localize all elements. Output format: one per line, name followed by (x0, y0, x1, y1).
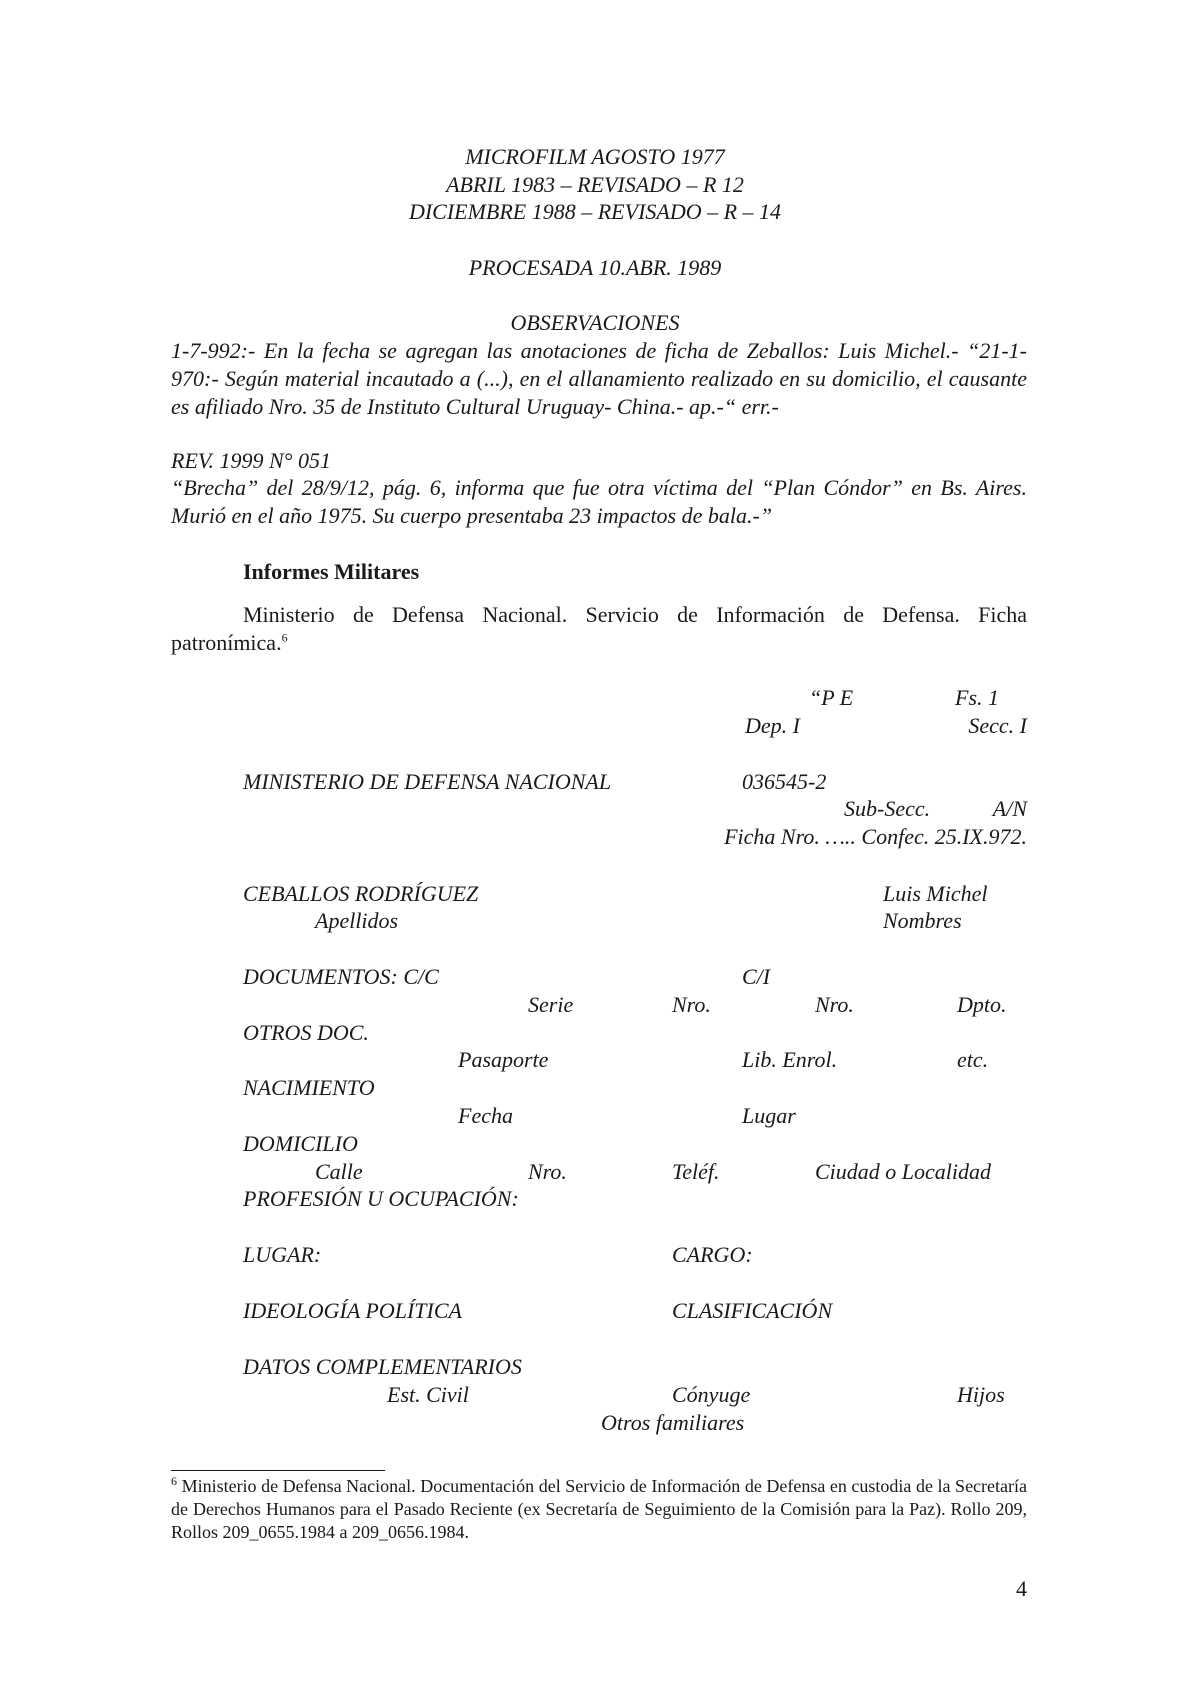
ficha-est-civil: Est. Civil (387, 1382, 469, 1407)
ficha-pe: “P E (809, 685, 854, 710)
header-diciembre: DICIEMBRE 1988 – REVISADO – R – 14 (408, 199, 782, 224)
ficha-nombres-valor: Luis Michel (883, 881, 988, 906)
ficha-etc: etc. (957, 1047, 989, 1072)
ficha-dpto: Dpto. (957, 992, 1007, 1017)
ficha-lugar-nacimiento: Lugar (742, 1103, 796, 1128)
ficha-nro-3: Nro. (528, 1159, 567, 1184)
ficha-nro-2: Nro. (815, 992, 854, 1017)
ficha-apellidos-label: Apellidos (315, 908, 399, 933)
ficha-serie: Serie (528, 992, 574, 1017)
ficha-otros-familiares: Otros familiares (601, 1410, 745, 1435)
ficha-otros-doc: OTROS DOC. (243, 1020, 369, 1045)
ficha-nacimiento: NACIMIENTO (243, 1075, 375, 1100)
footnote-number: 6 (171, 1474, 177, 1488)
observaciones-paragraph-1: 1-7-992:- En la fecha se agregan las anotaciones de ficha de Zeballos: Luis Michel.- “21-1-970:- Según material incautado a (...), en el allanamiento realizado en su domicilio, el causante es afiliado Nro. 35 de Instituto Cultural Uruguay- China.- ap.-“ err.- (171, 338, 1027, 419)
footnote-text: Ministerio de Defensa Nacional. Documentación del Servicio de Información de Defensa en custodia de la Secretaría de Derechos Humanos para el Pasado Reciente (ex Secretaría de Seguimiento de la Comisión para la Paz). Rollo 209, Rollos 209_0655.1984 a 209_0656.1984. (171, 1476, 1028, 1542)
ficha-fs: Fs. 1 (955, 685, 999, 710)
informes-intro-text: Ministerio de Defensa Nacional. Servicio de Información de Defensa. Ficha patronímica. (171, 602, 1027, 655)
ficha-ciudad: Ciudad o Localidad (815, 1159, 992, 1184)
ficha-documentos: DOCUMENTOS: C/C (243, 964, 439, 989)
ficha-fecha: Fecha (458, 1103, 513, 1128)
informes-heading: Informes Militares (243, 559, 420, 584)
ficha-profesion: PROFESIÓN U OCUPACIÓN: (243, 1186, 519, 1211)
header-procesada: PROCESADA 10.ABR. 1989 (468, 255, 722, 280)
ficha-ci: C/I (742, 964, 771, 989)
footnote (171, 1475, 1027, 1544)
observaciones-rev: REV. 1999 N° 051 (171, 448, 331, 473)
ficha-an: A/N (992, 796, 1027, 821)
ficha-pasaporte: Pasaporte (458, 1047, 549, 1072)
ficha-apellidos-valor: CEBALLOS RODRÍGUEZ (243, 881, 479, 906)
ficha-lib-enrol: Lib. Enrol. (742, 1047, 838, 1072)
ficha-cargo: CARGO: (672, 1242, 753, 1267)
ficha-domicilio: DOMICILIO (243, 1131, 358, 1156)
footnote-ref: 6 (281, 630, 288, 645)
observaciones-paragraph-2: “Brecha” del 28/9/12, pág. 6, informa que fue otra víctima del “Plan Cóndor” en Bs. Aires. Murió en el año 1975. Su cuerpo presentaba 23 impactos de bala.-” (171, 475, 1027, 528)
observaciones-title: OBSERVACIONES (510, 310, 680, 335)
ficha-hijos: Hijos (957, 1382, 1005, 1407)
ficha-nombres-label: Nombres (883, 908, 962, 933)
ficha-subsecc: Sub-Secc. (844, 796, 931, 821)
informes-intro (171, 601, 1027, 657)
ficha-ideologia: IDEOLOGÍA POLÍTICA (243, 1298, 462, 1323)
page-number: 4 (1016, 1576, 1027, 1601)
ficha-lugar: LUGAR: (243, 1242, 322, 1267)
ficha-clasificacion: CLASIFICACIÓN (672, 1298, 833, 1323)
ficha-ministerio: MINISTERIO DE DEFENSA NACIONAL (243, 769, 612, 794)
ficha-secc: Secc. I (968, 713, 1027, 738)
footnote-separator (171, 1470, 385, 1471)
ficha-datos-complementarios: DATOS COMPLEMENTARIOS (243, 1354, 522, 1379)
header-microfilm: MICROFILM AGOSTO 1977 (465, 144, 725, 169)
ficha-nro: Ficha Nro. ….. Confec. 25.IX.972. (724, 824, 1027, 849)
ficha-numero: 036545-2 (742, 769, 827, 794)
header-abril: ABRIL 1983 – REVISADO – R 12 (446, 172, 744, 197)
ficha-telef: Teléf. (672, 1159, 720, 1184)
ficha-nro-1: Nro. (672, 992, 711, 1017)
ficha-dep: Dep. I (745, 713, 800, 738)
ficha-calle: Calle (315, 1159, 363, 1184)
ficha-conyuge: Cónyuge (672, 1382, 751, 1407)
